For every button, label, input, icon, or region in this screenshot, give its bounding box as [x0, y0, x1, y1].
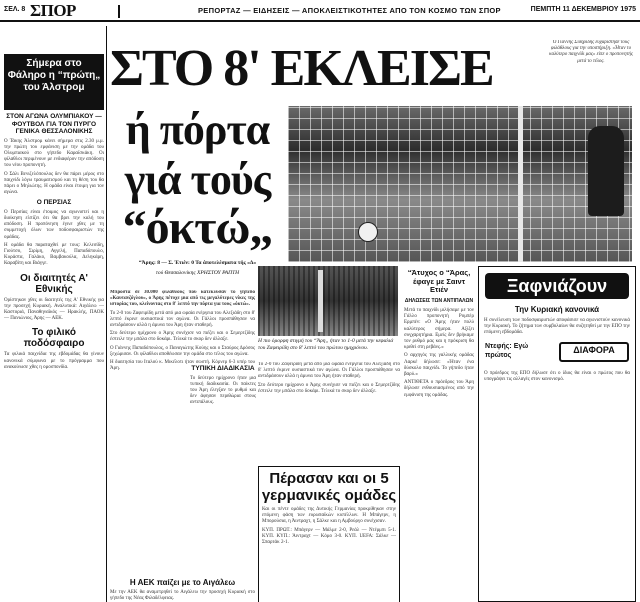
left-text-3 — [4, 298, 104, 323]
match-photo — [288, 106, 632, 262]
article-paragraph: Το δεύτερο ημίχρονο ήταν μια τυπική διαδικασία. Οι παίκτες του Άρη έλεγξαν το ρυθμό και δεν άφησαν περιθώρια στους αντιπάλους. — [190, 375, 256, 406]
page-header — [0, 0, 640, 22]
article-paragraph: Το 2-0 του Ζαφειρίδη μετά από μια ωραία ενέργεια του Αλεξιάδη στο 8' λεπτό έκρινε ουσιαστικά τον αγώνα. Οι Γάλλοι προσπάθησαν να αντιδράσουν αλλά η άμυνα του Άρη ήταν σταθερή. — [110, 310, 255, 329]
left-column — [4, 26, 104, 602]
score-line: “Άρης: 8 — Σ. Έτιέν: 0 Τα άποτελέσματα τής «Δ» — [138, 260, 257, 266]
right-box-mid — [479, 340, 635, 368]
left-sub-1: ΣΤΟΝ ΑΓΩΝΑ ΟΛΥΜΠΙΑΚΟΥ — ΦΟΥΤΒΟΛ ΓΙΑ ΤΟΝ ΠΥΡΓΟ ΓΕΝΙΚΑ ΘΕΣΣΑΛΟΝΙΚΗΣ — [6, 113, 102, 135]
left-paragraph: Τα φιλικά παιχνίδια της εβδομάδας θα γίνουν κανονικά σύμφωνα με το πρόγραμμα που ανακοίνωσε χθες η ομοσπονδία. — [4, 352, 104, 370]
article-paragraph: Μπροστά σε 30.000 φιλάθλους που κατέκλυσαν το γήπεδο «Καυτανζόγλου», ο Άρης πέτυχε μια από τις μεγαλύτερες νίκες της ιστορίας του, κλείνοντας στο 8' λεπτό την πόρτα για τους «όκτώ». — [110, 290, 255, 308]
right-box-text: Η συνέλευση των ποδοσφαιριστών αποφάσισε να αγωνιστούν κανονικά την Κυριακή. Το ζήτημα των συμβολαίων θα συζητηθεί με την ΕΠΟ την επόμενη εβδομάδα. — [484, 318, 630, 336]
left-paragraph: Ορίστηκαν χθες οι διαιτητές της Α' Εθνικής για την προσεχή Κυριακή. Αναλυτικά: Αιγάλεω — Καστοριά, Παναθηναϊκός — Ηρακλής, ΠΑΟΚ — Πανιώνιος, Άρης — ΑΕΚ. — [4, 297, 104, 322]
german-article — [258, 466, 400, 602]
photo-caption: Η πιο όμορφη στιγμή του “Άρη„ ήταν το 1-0 μετά την κεφαλιά του Ζαφειρίδη στο 8' λεπτό του πρώτου ημιχρόνου. — [258, 338, 394, 351]
german-title-2: γερμανικές ομάδες — [261, 487, 397, 504]
header-date: ΠΕΜΠΤΗ 11 ΔΕΚΕΜΒΡΙΟΥ 1975 — [530, 6, 636, 13]
aek-title: Η ΑΕΚ παίζει με το Αιγάλεω — [129, 578, 236, 587]
left-paragraph: Η ομάδα θα παραταχθεί με τους: Κελεσίδη, Γιούτσο, Σιρίμη, Αγγελή, Παπαδόπουλο, Κυράστα, Γαλάκο, Βαμβακούλα, Δεληκάρη, Καραβίτη και Βιάγγε. — [4, 242, 104, 267]
ares-text — [404, 308, 474, 399]
ares-paragraph: Ο αρχηγός της γαλλικής ομάδας Λαρκέ δήλωσε: «Ήταν ένα δύσκολο παιχνίδι. Το γήπεδο ήταν βαρύ.» — [404, 353, 474, 378]
left-text-2 — [4, 210, 104, 268]
left-sub-2: Ο ΠΕΡΣΙΑΣ — [36, 199, 72, 207]
headline-line-3: γιά τούς — [124, 156, 271, 204]
ball — [358, 222, 378, 242]
header-divider — [118, 5, 120, 18]
goal-post — [518, 106, 523, 262]
article-paragraph: Στο δεύτερο ημίχρονο ο Άρης συνέχισε να πιέζει και ο Σεμερτζίδης έστειλε την μπάλα στο δοκάρι. Τελικά το σκορ δεν άλλαξε. — [110, 331, 255, 343]
top-right-note: Ο Γιάννης Σιδηρίδης ευχαρίστησε τους φιλάθλους για την υποστήριξη. «Ήταν το καλύτερο παιχνίδι μας» είπε ο προπονητής μετά το τέλος. — [549, 40, 633, 64]
ares-paragraph: ΑΝΤΙΘΕΤΑ ο πρόεδρος του Άρη δήλωσε ενθουσιασμένος από την εμφάνιση της ομάδας. — [404, 380, 474, 398]
section-logo: ΣΠΟΡ — [30, 1, 76, 20]
page-number: ΣΕΛ. 8 — [4, 6, 26, 13]
author-title: Ντεφής: Εγώ πρώτος — [485, 342, 529, 359]
german-paragraph: Και οι πέντε ομάδες της Δυτικής Γερμανίας προκρίθηκαν στην επόμενη φάση των ευρωπαϊκών κυπέλλων. Η Μπάγερν, η Μπορούσια, η Άιντραχτ, η Σάλκε και η Αμβούργο συνέχισαν. — [262, 507, 396, 525]
ares-title: “Άτυχος ο “Άρας, έφαγε με Σαιντ Ετιέν — [407, 268, 471, 294]
player-figure — [588, 126, 624, 216]
article-paragraph: Ο Γιάννης Παπαδόπουλος, ο Παναγιώτης Κούης και ο Σταύρος Δρόσος ξεχώρισαν. Οι φίλαθλοι αποθέωσαν την ομάδα στο τέλος του αγώνα. — [110, 345, 255, 357]
header-tagline: ΡΕΠΟΡΤΑΖ — ΕΙΔΗΣΕΙΣ — ΑΠΟΚΛΕΙΣΤΙΚΟΤΗΤΕΣ ΑΠΟ ΤΟΝ ΚΟΣΜΟ ΤΩΝ ΣΠΟΡ — [198, 6, 501, 15]
goal-post — [318, 270, 323, 332]
article-paragraph: Η διαιτησία του Ιταλού κ. Μικέλοτι ήταν σωστή. Κόρνερ 6-3 υπέρ του Άρη. — [110, 360, 255, 372]
left-sub-3: Οι διαιτητές Α' Εθνικής — [20, 272, 88, 295]
article-paragraph: Το 2-0 του Ζαφειρίδη μετά από μια ωραία ενέργεια του Αλεξιάδη στο 8' λεπτό έκρινε ουσιαστικά τον αγώνα. Οι Γάλλοι προσπάθησαν να αντιδράσουν αλλά η άμυνα του Άρη ήταν σταθερή. — [258, 362, 400, 380]
headline-line-2: ή πόρτα — [125, 106, 270, 154]
left-paragraph: Ο Τάκης Άλστρομ κάνει σήμερα στις 2.30 μ.μ. την πρώτη του εμφάνιση με την ομάδα του Ολυμπιακού στο γήπεδο Καραϊσκάκη. Οι φίλαθλοι περιμένουν με ενδιαφέρον την απόδοση του νέου προπονητή. — [4, 138, 104, 169]
left-paragraph: Ο Σάλι Βενιζελόπουλος δεν θα πάρει μέρος στο παιχνίδι λόγω τραυματισμού και τη θέση του θα πάρει ο Μηλιώτης. Η ομάδα είναι έτοιμη για τον αγώνα. — [4, 171, 104, 196]
german-title-1: Πέρασαν και οι 5 — [269, 470, 389, 487]
ares-sub: ΔΗΛΩΣΕΙΣ ΤΩΝ ΑΝΤΙΠΑΛΩΝ — [404, 297, 474, 304]
left-text-4 — [4, 352, 104, 371]
right-box — [478, 266, 636, 602]
article-subhead: ΤΥΠΙΚΗ ΔΙΑΔΙΚΑΣΙΑ — [191, 365, 255, 372]
aek-text: Με την ΑΕΚ θα αναμετρηθεί το Αιγάλεω την προσεχή Κυριακή στο γήπεδο της Νέας Φιλαδέλφειας. — [110, 589, 255, 601]
left-sub-4: Το φιλικό ποδόσφαιρο — [23, 327, 85, 350]
small-photo — [258, 266, 398, 336]
column-rule — [106, 26, 107, 602]
ares-paragraph: Μετά το παιχνίδι μιλήσαμε με τον Γάλλο προπονητή Ρομπέρ Ερμπέν: «Ο Άρης ήταν πολύ καλύτερος σήμερα. Αξίζει συγχαρητήρια. Εμείς δεν βρήκαμε τον ρυθμό μας και η πρόκριση θα κριθεί στη ρεβάνς.» — [404, 308, 474, 351]
main-article-col-2 — [190, 362, 256, 462]
aek-article — [110, 576, 255, 602]
diafora-badge: ΔΙΑΦΟΡΑ — [559, 342, 629, 362]
left-text-1 — [4, 139, 104, 197]
german-text — [259, 504, 399, 551]
headline-line-1: ΣΤΟ 8' ΕΚΛΕΙΣΕ — [110, 42, 493, 97]
right-box-text-2: Ο πρόεδρος της ΕΠΟ δήλωσε ότι ο ίδιος θα είναι ο πρώτος που θα υπογράψει τις αλλαγές στον κανονισμό. — [484, 370, 630, 382]
german-results: ΚΥΠ. ΠΡΩΤ.: Μπάγερν — Μάλμε 2-0, Ρεάλ — Ντέρμπι 5-1. ΚΥΠ. ΚΥΠ.: Άιντραχτ — Κόμο 3-0. ΚΥΠ. UEFA: Σάλκε — Σπαρτάκ 2-1. — [262, 527, 396, 546]
right-box-subtitle: Την Κυριακή κανονικά — [514, 305, 600, 314]
ares-column — [404, 266, 474, 602]
left-box — [4, 54, 104, 110]
article-paragraph: Στο δεύτερο ημίχρονο ο Άρης συνέχισε να πιέζει και ο Σεμερτζίδης έστειλε την μπάλα στο δοκάρι. Τελικά το σκορ δεν άλλαξε. — [258, 382, 400, 394]
left-box-title: Σήμερα στο Φάληρο η “πρώτη„ του Άλστρομ — [7, 58, 101, 93]
main-article-col-3 — [258, 362, 400, 462]
headline-line-4: “όκτώ„ — [122, 204, 273, 254]
right-box-title: Ξαφνιάζουν — [485, 273, 629, 299]
byline: τού Θεσσαλονίκης ΧΡΗΣΤΟΥ ΡΑΠΤΗ — [155, 270, 240, 276]
left-paragraph: Ο Περσίας είναι έτοιμος να αγωνιστεί και η διοίκηση ελπίζει ότι θα βρει την καλή του απόδοση. Η προπόνηση έγινε χθες με τη συμμετοχή όλων των ποδοσφαιριστών της ομάδας. — [4, 209, 104, 240]
